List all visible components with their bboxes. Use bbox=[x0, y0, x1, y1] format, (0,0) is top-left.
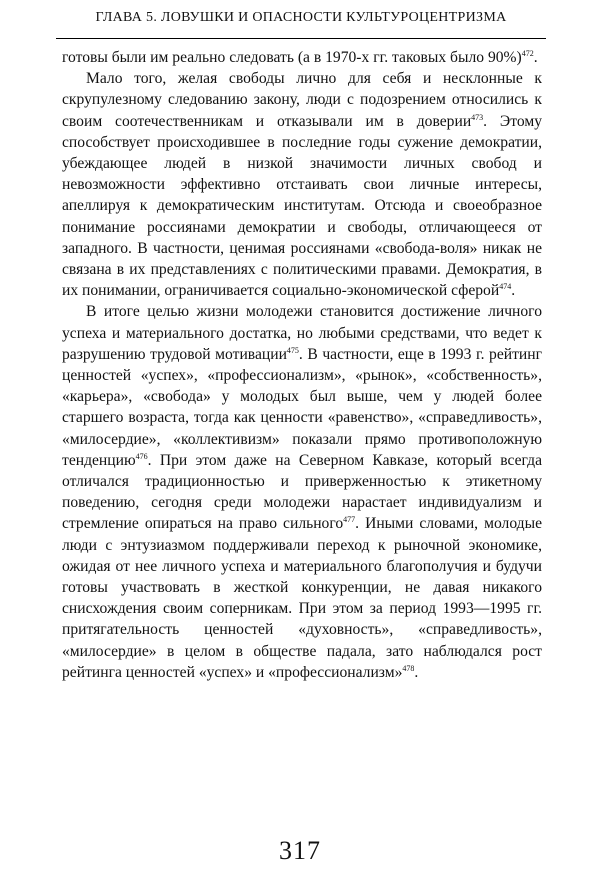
paragraph-2 bbox=[62, 68, 542, 301]
page-number: 317 bbox=[279, 836, 321, 865]
paragraph-3-text-2: . В частности, еще в 1993 г. рейтинг ценностей «успех», «профессионализм», «рынок», «собственность», «карьера», «свобода» у молодых был выше, чем у людей более старшего возраста, тогда как ценности «равенство», «справедливость», «милосердие», «коллективизм» показали прямо противоположную тенденцию bbox=[62, 345, 543, 469]
paragraph-3-text-3: . При этом даже на Северном Кавказе, который всегда отличался традиционностью и приверженностью к этикетному поведению, сегодня среди молодежи нарастает индивидуализм и стремление опираться на право сильного bbox=[62, 451, 542, 533]
paragraph-3-text-4: . Иными словами, молодые люди с энтузиазмом поддерживали переход к рыночной экономике, ожидая от нее личного успеха и материального благополучия и будучи готовы участвовать в жесткой конкуренции, не давая никакого снисхождения своим соперникам. При этом за период 1993—1995 гг. притягательность ценностей «духовность», «справедливость», «милосердие» в целом в обществе падала, зато наблюдался рост рейтинга ценностей «успех» и «профессионализм» bbox=[62, 515, 542, 681]
footnote-ref-476: 476 bbox=[135, 451, 148, 461]
paragraph-2-text-3: . bbox=[511, 282, 516, 300]
paragraph-2-text-2: . Этому способствует происходившее в последние годы сужение демократии, убеждающее людей в низкой значимости личных свобод и невозможности эффективно отстаивать свои личные интересы, апеллируя к демократическим институтам. Отсюда и своеобразное понимание россиянами демократии и свободы, отличающееся от западного. В частности, ценимая россиянами «свобода-воля» никак не связана в их представлениях с политическими правами. Демократия, в их понимании, ограничивается социально-экономической сферой bbox=[62, 112, 542, 300]
paragraph-1 bbox=[62, 47, 542, 68]
footnote-ref-472: 472 bbox=[521, 48, 534, 58]
footnote-ref-477: 477 bbox=[343, 515, 356, 525]
paragraph-1-text-1: готовы были им реально следовать (а в 1970-х гг. таковых было 90%) bbox=[62, 49, 522, 66]
paragraph-2-text-1: Мало того, желая свободы лично для себя и несклонные к скрупулезному следованию закону, люди с подозрением относились к своим соотечественникам и отказывали им в доверии bbox=[62, 70, 542, 130]
paragraph-1-text-2: . bbox=[533, 49, 538, 66]
running-header: ГЛАВА 5. ЛОВУШКИ И ОПАСНОСТИ КУЛЬТУРОЦЕНТРИЗМА bbox=[95, 10, 507, 25]
page-body bbox=[62, 47, 542, 683]
paragraph-3 bbox=[62, 301, 542, 683]
header-rule bbox=[56, 38, 546, 39]
footnote-ref-474: 474 bbox=[499, 282, 512, 292]
footnote-ref-475: 475 bbox=[286, 345, 299, 355]
paragraph-3-text-5: . bbox=[414, 663, 419, 681]
footnote-ref-478: 478 bbox=[402, 663, 415, 673]
footnote-ref-473: 473 bbox=[471, 112, 484, 122]
paragraph-3-text-1: В итоге целью жизни молодежи становится достижение личного успеха и материального достатка, но любыми средствами, что ведет к разрушению трудовой мотивации bbox=[62, 303, 542, 363]
